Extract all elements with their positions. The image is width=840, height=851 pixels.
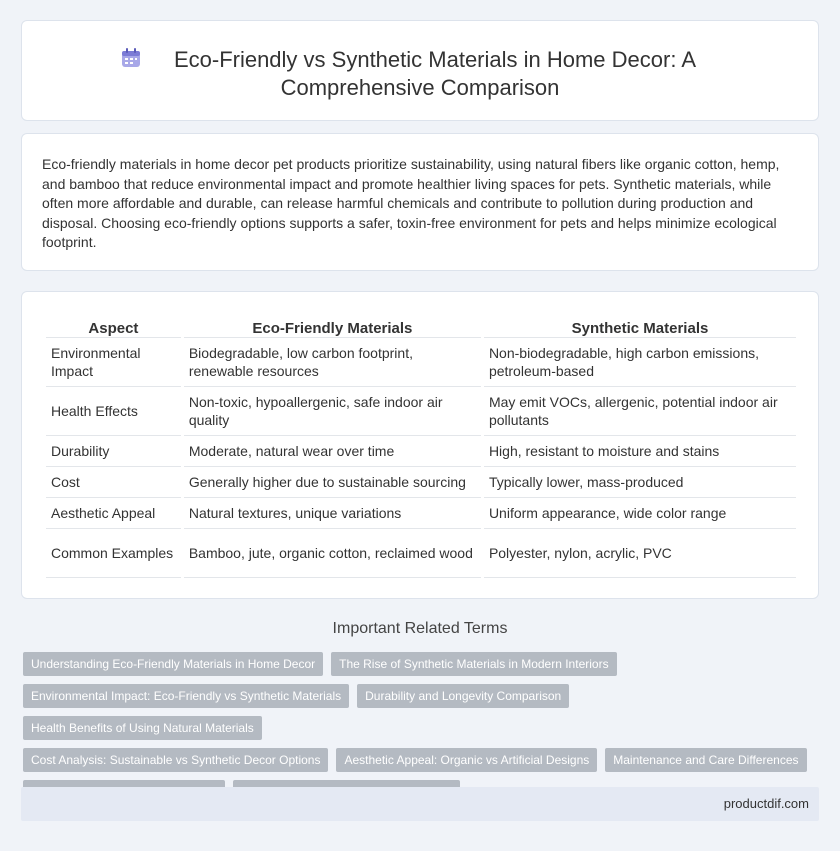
- page-title: [120, 46, 720, 102]
- related-tag[interactable]: The Rise of Synthetic Materials in Modern Interiors: [331, 652, 616, 676]
- table-cell: Environmental Impact: [46, 338, 181, 387]
- table-cell: Cost: [46, 467, 181, 498]
- related-tag[interactable]: Understanding Eco-Friendly Materials in Home Decor: [23, 652, 323, 676]
- related-tag[interactable]: Durability and Longevity Comparison: [357, 684, 569, 708]
- table-row: [46, 467, 796, 498]
- related-tag[interactable]: Health Benefits of Using Natural Materials: [23, 716, 262, 740]
- comparison-card: [21, 291, 819, 599]
- header-synthetic: Synthetic Materials: [484, 313, 796, 338]
- table-row: [46, 387, 796, 436]
- related-tag[interactable]: Environmental Impact: Eco-Friendly vs Synthetic Materials: [23, 684, 349, 708]
- header-card: [21, 20, 819, 121]
- table-cell: Typically lower, mass-produced: [484, 467, 796, 498]
- related-tag[interactable]: Aesthetic Appeal: Organic vs Artificial Designs: [336, 748, 597, 772]
- calendar-icon: [120, 47, 142, 69]
- table-cell: Bamboo, jute, organic cotton, reclaimed wood: [184, 529, 481, 578]
- footer: [21, 787, 819, 821]
- related-tag[interactable]: Cost Analysis: Sustainable vs Synthetic Decor Options: [23, 748, 328, 772]
- related-terms-title: Important Related Terms: [332, 620, 508, 637]
- table-cell: Non-toxic, hypoallergenic, safe indoor air quality: [184, 387, 481, 436]
- page-title-text: Eco-Friendly vs Synthetic Materials in Home Decor: A Comprehensive Comparison: [173, 47, 697, 100]
- table-header-row: [46, 313, 796, 338]
- table-row: [46, 436, 796, 467]
- table-cell: Biodegradable, low carbon footprint, renewable resources: [184, 338, 481, 387]
- table-cell: Generally higher due to sustainable sourcing: [184, 467, 481, 498]
- table-cell: May emit VOCs, allergenic, potential indoor air pollutants: [484, 387, 796, 436]
- table-cell: Polyester, nylon, acrylic, PVC: [484, 529, 796, 578]
- table-row: [46, 529, 796, 578]
- table-cell: Natural textures, unique variations: [184, 498, 481, 529]
- table-cell: Health Effects: [46, 387, 181, 436]
- header-aspect: Aspect: [46, 313, 181, 338]
- header-eco: Eco-Friendly Materials: [184, 313, 481, 338]
- table-row: [46, 338, 796, 387]
- table-cell: Non-biodegradable, high carbon emissions, petroleum-based: [484, 338, 796, 387]
- table-row: [46, 498, 796, 529]
- table-cell: Durability: [46, 436, 181, 467]
- intro-card: [21, 133, 819, 271]
- footer-site[interactable]: productdif.com: [723, 796, 809, 811]
- table-cell: Common Examples: [46, 529, 181, 578]
- comparison-table: [43, 313, 799, 578]
- table-cell: Uniform appearance, wide color range: [484, 498, 796, 529]
- related-tag[interactable]: Maintenance and Care Differences: [605, 748, 806, 772]
- intro-paragraph: Eco-friendly materials in home decor pet products prioritize sustainability, using natural fibers like organic cotton, hemp, and bamboo that reduce environmental impact and promote healthier living spaces for pets. Synthetic materials, while often more affordable and durable, can release harmful chemicals and contribute to pollution during production and disposal. Choosing eco-friendly options supports a safer, toxin-free environment for pets and helps minimize ecological footprint.: [42, 156, 780, 250]
- table-cell: Aesthetic Appeal: [46, 498, 181, 529]
- table-cell: Moderate, natural wear over time: [184, 436, 481, 467]
- table-cell: High, resistant to moisture and stains: [484, 436, 796, 467]
